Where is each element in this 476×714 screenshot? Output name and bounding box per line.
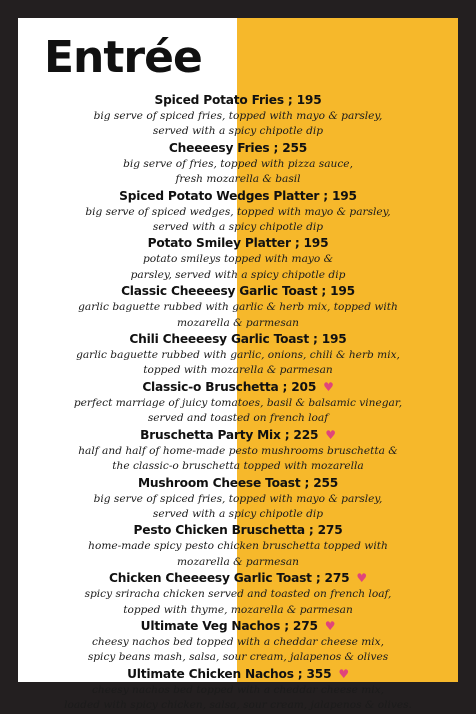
menu-item-name-row: [18, 235, 458, 252]
heart-icon: ♥: [356, 571, 367, 586]
menu-item-description: served with a spicy chipotle dip: [152, 125, 324, 138]
page-title: Entrée: [44, 32, 202, 83]
menu-item-name-row: [18, 92, 458, 109]
menu-item-name: Spiced Potato Fries ; 195: [154, 93, 322, 107]
menu-item-description: half and half of home-made pesto mushrooms bruschetta &: [78, 444, 398, 457]
menu-item-name-row: [18, 618, 458, 635]
menu-item-name: Ultimate Veg Nachos ; 275: [140, 618, 318, 633]
heart-icon: ♥: [324, 618, 336, 633]
menu-item: [18, 140, 458, 188]
menu-item-description: big serve of spiced wedges, topped with mayo & parsley,: [85, 205, 391, 218]
menu-item: [18, 283, 458, 331]
menu-item-name: Mushroom Cheese Toast ; 255: [137, 475, 339, 490]
menu-item-description: big serve of fries, topped with pizza sauce,: [123, 157, 353, 170]
menu-item-description: fresh mozarella & basil: [175, 173, 301, 186]
menu-item-description: big serve of spiced fries, topped with mayo & parsley,: [93, 110, 383, 122]
menu-item-name-row: [18, 379, 458, 396]
heart-icon: ♥: [325, 427, 336, 442]
menu-item-description: garlic baguette rubbed with garlic & herb mix, topped with: [78, 301, 398, 314]
menu-item-name: Chili Cheeeesy Garlic Toast ; 195: [129, 332, 347, 347]
heart-icon: ♥: [338, 666, 349, 681]
menu-item: [18, 427, 458, 475]
menu-item-name-row: [18, 522, 458, 539]
menu-item-name: Pesto Chicken Bruschetta ; 275: [133, 523, 343, 538]
menu-item: [18, 92, 458, 140]
menu-item-name-row: [18, 188, 458, 205]
menu-item-description: big serve of spiced fries, topped with mayo & parsley,: [93, 492, 383, 505]
menu-item-description: topped with thyme, mozarella & parmesan: [123, 603, 353, 616]
menu-item-name-row: [18, 331, 458, 348]
menu-card: [18, 18, 458, 712]
menu-item-description: served and toasted on french loaf: [147, 412, 329, 425]
menu-item-name-row: [18, 140, 458, 157]
menu-item: [18, 331, 458, 379]
menu-item-name-row: [18, 283, 458, 300]
menu-item-description: potato smileys topped with mayo &: [142, 253, 334, 266]
menu-item-description: mozarella & parmesan: [177, 316, 299, 329]
menu-item-name: Bruschetta Party Mix ; 225: [140, 427, 319, 442]
menu-item: [18, 522, 458, 570]
menu-item: [18, 618, 458, 666]
menu-item-description: cheesy nachos bed topped with a cheddar cheese mix,: [91, 683, 385, 696]
menu-item-name-row: [18, 570, 458, 587]
menu-item-description: cheesy nachos bed topped with a cheddar cheese mix,: [91, 635, 385, 648]
menu-item-name: Chicken Cheeeesy Garlic Toast ; 275: [109, 571, 350, 586]
heart-icon: ♥: [323, 379, 334, 394]
menu-list: [18, 92, 458, 714]
menu-item: [18, 379, 458, 427]
menu-item-name: Classic Cheeeesy Garlic Toast ; 195: [121, 284, 355, 299]
menu-item-name: Spiced Potato Wedges Platter ; 195: [119, 188, 357, 203]
menu-item-description: served with a spicy chipotle dip: [152, 221, 324, 234]
menu-item-description: perfect marriage of juicy tomatoes, basil & balsamic vinegar,: [73, 396, 403, 409]
menu-item-description: spicy sriracha chicken served and toasted on french loaf,: [84, 588, 392, 601]
menu-item-description: mozarella & parmesan: [177, 555, 299, 568]
menu-item-name: Potato Smiley Platter ; 195: [147, 236, 329, 251]
menu-item-name: Classic-o Bruschetta ; 205: [142, 379, 317, 394]
menu-item-description: spicy beans mash, salsa, sour cream, jalapenos & olives: [87, 651, 389, 664]
menu-item-description: home-made spicy pesto chicken bruschetta topped with: [88, 540, 388, 553]
menu-item-name-row: [18, 475, 458, 492]
menu-item-name-row: [18, 666, 458, 683]
menu-item-name: Cheeeesy Fries ; 255: [168, 140, 308, 155]
menu-item: [18, 475, 458, 523]
menu-item-name-row: [18, 427, 458, 444]
menu-item: [18, 666, 458, 714]
menu-item-description: parsley, served with a spicy chipotle dip: [130, 268, 346, 281]
menu-item-description: loaded with spicy chicken, salsa, sour cream, jalapenos & olives.: [64, 699, 412, 712]
menu-item-name: Ultimate Chicken Nachos ; 355: [127, 666, 332, 681]
menu-item: [18, 570, 458, 618]
menu-item-description: topped with mozarella & parmesan: [143, 364, 333, 377]
menu-item: [18, 188, 458, 236]
menu-item-description: served with a spicy chipotle dip: [152, 507, 324, 520]
menu-item: [18, 235, 458, 283]
menu-item-description: the classic-o bruschetta topped with mozarella: [112, 460, 364, 473]
menu-item-description: garlic baguette rubbed with garlic, onions, chili & herb mix,: [76, 349, 400, 362]
